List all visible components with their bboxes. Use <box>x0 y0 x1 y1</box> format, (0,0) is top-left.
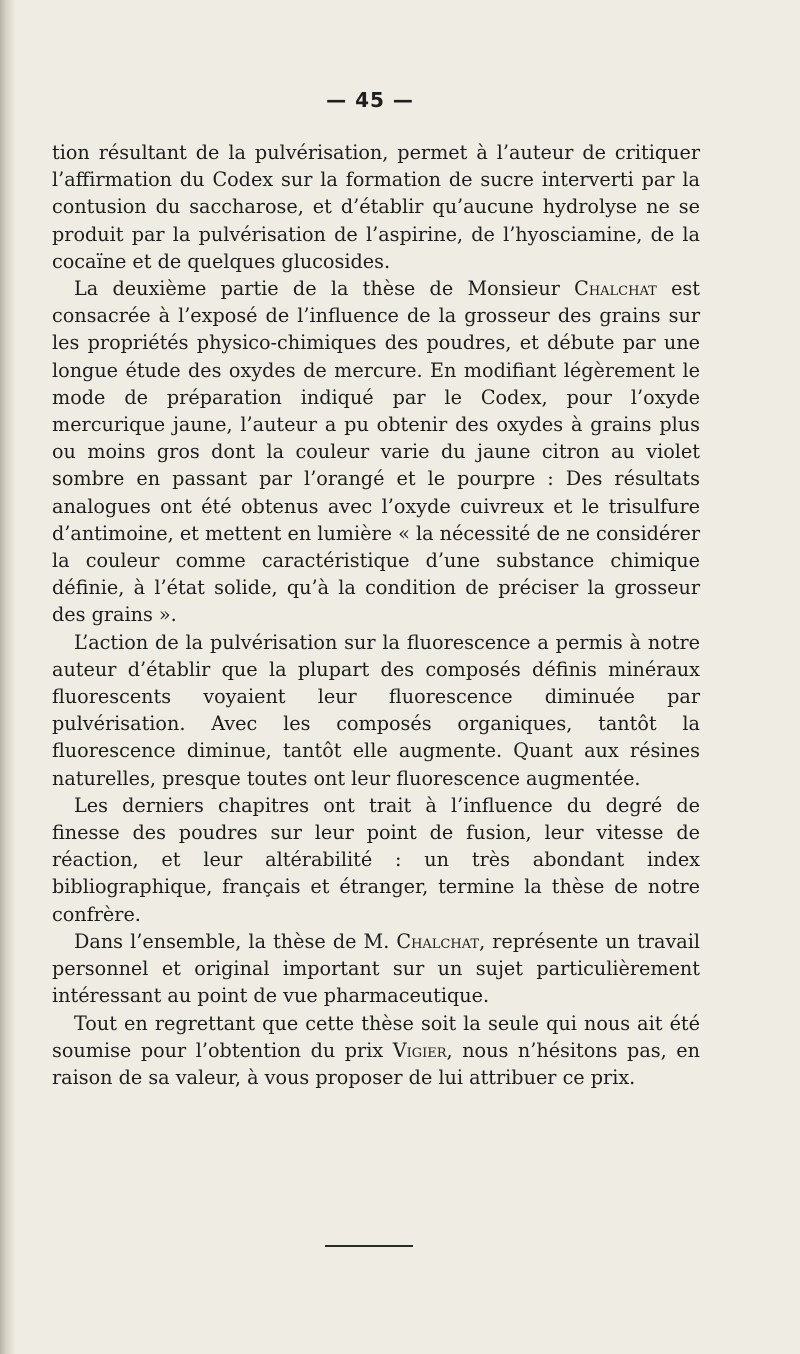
page-number: — 45 — <box>326 88 414 112</box>
paragraph-6-text-end: , nous n’hésitons pas, en raison de sa valeur, à vous proposer de lui attribuer ce prix. <box>52 1038 700 1089</box>
paragraph-5 <box>52 928 700 1010</box>
page-spine-shadow <box>0 0 16 1354</box>
paragraph-5-text-start: Dans l’ensemble, la thèse de M. <box>74 929 397 953</box>
body-text <box>52 139 700 1091</box>
author-name: Chalchat <box>574 277 657 301</box>
paragraph-5-text-end: , représente un travail personnel et original important sur un sujet particulièrement intéressant au point de vue pharmaceutique. <box>52 929 700 1008</box>
paragraph-2-text-end: est consacrée à l’exposé de l’influence de la grosseur des grains sur les propriétés physico-chimiques des poudres, et débute par une longue étude des oxydes de mercure. En modifiant légèrement le mode de préparation indiqué par le Codex, pour l’oxyde mercurique jaune, l’auteur a pu obtenir des oxydes à grains plus ou moins gros dont la couleur varie du jaune citron au violet sombre en passant par l’orangé et le pourpre : Des résultats analogues ont été obtenus avec l’oxyde cuivreux et le trisulfure d’antimoine, et mettent en lumière « la nécessité de ne considérer la couleur comme caractéristique d’une substance chimique définie, à l’état solide, qu’à la condition de préciser la grosseur des grains ». <box>52 277 700 627</box>
paragraph-1-text: tion résultant de la pulvérisation, permet à l’auteur de critiquer l’affirmation du Codex sur la formation de sucre interverti par la contusion du saccharose, et d’établir qu’aucune hydrolyse ne se produit par la pulvérisation de l’aspirine, de l’hyosciamine, de la cocaïne et de quelques glucosides. <box>52 141 700 273</box>
paragraph-2 <box>52 275 700 629</box>
paragraph-6-text-start: Tout en regrettant que cette thèse soit la seule qui nous ait été soumise pour l’obtention du prix <box>52 1011 700 1062</box>
paragraph-2-text-start: La deuxième partie de la thèse de Monsieur <box>74 277 575 301</box>
paragraph-6 <box>52 1010 700 1092</box>
paragraph-3 <box>52 629 700 792</box>
paragraph-1 <box>52 139 700 275</box>
paragraph-4-text: Les derniers chapitres ont trait à l’influence du degré de finesse des poudres sur leur point de fusion, leur vitesse de réaction, et leur altérabilité : un très abondant index bibliographique, français et étranger, termine la thèse de notre confrère. <box>52 793 700 926</box>
author-name: Chalchat <box>396 929 480 953</box>
end-rule <box>325 1245 413 1247</box>
prize-name: Vigier <box>392 1038 447 1062</box>
paragraph-3-text: L’action de la pulvérisation sur la fluorescence a permis à notre auteur d’établir que la plupart des composés définis minéraux fluorescents voyaient leur fluorescence diminuée par pulvérisation. Avec les composés organiques, tantôt la fluorescence diminue, tantôt elle augmente. Quant aux résines naturelles, presque toutes ont leur fluorescence augmentée. <box>52 630 700 790</box>
paragraph-4 <box>52 792 700 928</box>
